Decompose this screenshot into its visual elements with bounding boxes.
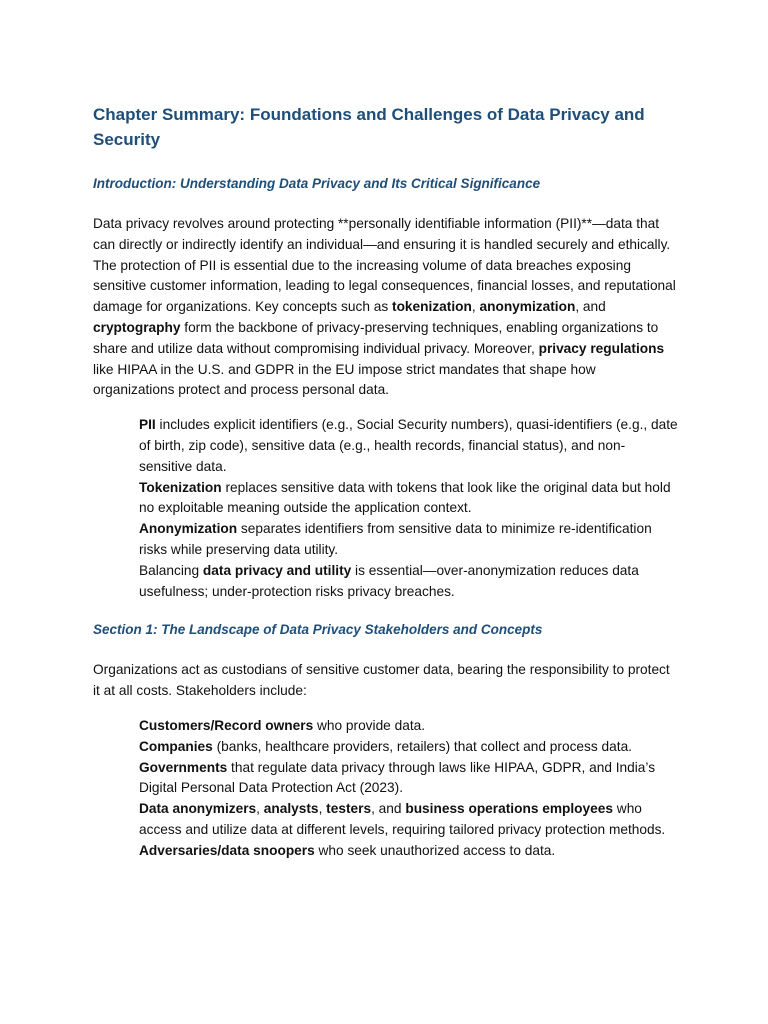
list-item — [139, 737, 678, 758]
list-item — [139, 799, 678, 841]
intro-text-2: form the backbone of privacy-preserving techniques, enabling organizations to share and utilize data without compromising individual privacy. Moreover, — [93, 319, 659, 356]
list-item-term: analysts — [263, 801, 319, 817]
list-item — [139, 841, 678, 862]
list-item-text: who access and utilize data at different levels, requiring tailored privacy protection methods. — [139, 801, 666, 837]
list-item-text: is essential—over-anonymization reduces data usefulness; under-protection risks privacy breaches. — [139, 562, 639, 599]
intro-text-1: Data privacy revolves around protecting **personally identifiable information (PII)**—data that can directly or indirectly identify an individual—and ensuring it is handled securely and ethically. The protection of PII is essential due to the increasing volume of data breaches exposing sensitive customer information, leading to legal consequences, financial losses, and reputational damage for organizations. Key concepts such as — [93, 216, 676, 315]
section1-heading: Section 1: The Landscape of Data Privacy Stakeholders and Concepts — [93, 622, 543, 638]
intro-bullet-list — [93, 415, 678, 602]
list-item-text: that regulate data privacy through laws like HIPAA, GDPR, and India’s Digital Personal Data Protection Act (2023). — [139, 759, 656, 796]
list-item-term: testers — [326, 801, 372, 817]
list-item-sep: , and — [371, 801, 406, 817]
list-item — [139, 478, 678, 520]
list-item-term: data privacy and utility — [202, 562, 352, 578]
list-item-text: includes explicit identifiers (e.g., Social Security numbers), quasi-identifiers (e.g., date of birth, zip code), sensitive data (e.g., health records, financial status), and non-sensitive data. — [139, 417, 678, 474]
intro-sep-1: , — [471, 299, 480, 315]
list-item-prefix: Balancing — [139, 562, 203, 578]
term-privacy-regulations: privacy regulations — [538, 340, 665, 356]
list-item-term: Anonymization — [139, 521, 238, 537]
list-item-term: Governments — [139, 759, 228, 775]
list-item-sep: , — [256, 801, 264, 817]
term-anonymization: anonymization — [479, 299, 576, 315]
intro-sep-2: , and — [575, 299, 606, 315]
list-item-text: (banks, healthcare providers, retailers) that collect and process data. — [212, 738, 632, 754]
list-item-text: separates identifiers from sensitive data to minimize re-identification risks while preserving data utility. — [139, 521, 652, 557]
intro-text-3: like HIPAA in the U.S. and GDPR in the EU impose strict mandates that shape how organizations protect and process personal data. — [93, 361, 596, 398]
section1-paragraph: Organizations act as custodians of sensitive customer data, bearing the responsibility to protect it at all costs. Stakeholders include: — [93, 662, 670, 699]
list-item-term: Adversaries/data snoopers — [139, 842, 315, 858]
list-item — [139, 415, 678, 477]
list-item-text: who seek unauthorized access to data. — [314, 842, 556, 858]
term-cryptography: cryptography — [93, 319, 181, 335]
list-item-term: PII — [139, 417, 156, 433]
list-item-text: replaces sensitive data with tokens that look like the original data but hold no exploitable meaning outside the application context. — [139, 479, 671, 516]
list-item — [139, 716, 678, 737]
list-item-term: Companies — [139, 738, 213, 754]
term-tokenization: tokenization — [392, 299, 472, 315]
intro-paragraph — [93, 214, 678, 401]
list-item-term: business operations employees — [405, 801, 613, 817]
stakeholder-list — [93, 716, 678, 862]
list-item-term: Tokenization — [139, 479, 222, 495]
list-item — [139, 561, 678, 603]
list-item-sep: , — [318, 801, 327, 817]
document-page — [93, 102, 678, 862]
list-item-term: Customers/Record owners — [139, 717, 314, 733]
page-title: Chapter Summary: Foundations and Challenges of Data Privacy and Security — [93, 105, 645, 149]
list-item — [139, 758, 678, 800]
intro-heading: Introduction: Understanding Data Privacy and Its Critical Significance — [93, 176, 541, 191]
list-item-text: who provide data. — [313, 717, 426, 733]
list-item-term: Data anonymizers — [139, 801, 257, 817]
list-item — [139, 519, 678, 561]
